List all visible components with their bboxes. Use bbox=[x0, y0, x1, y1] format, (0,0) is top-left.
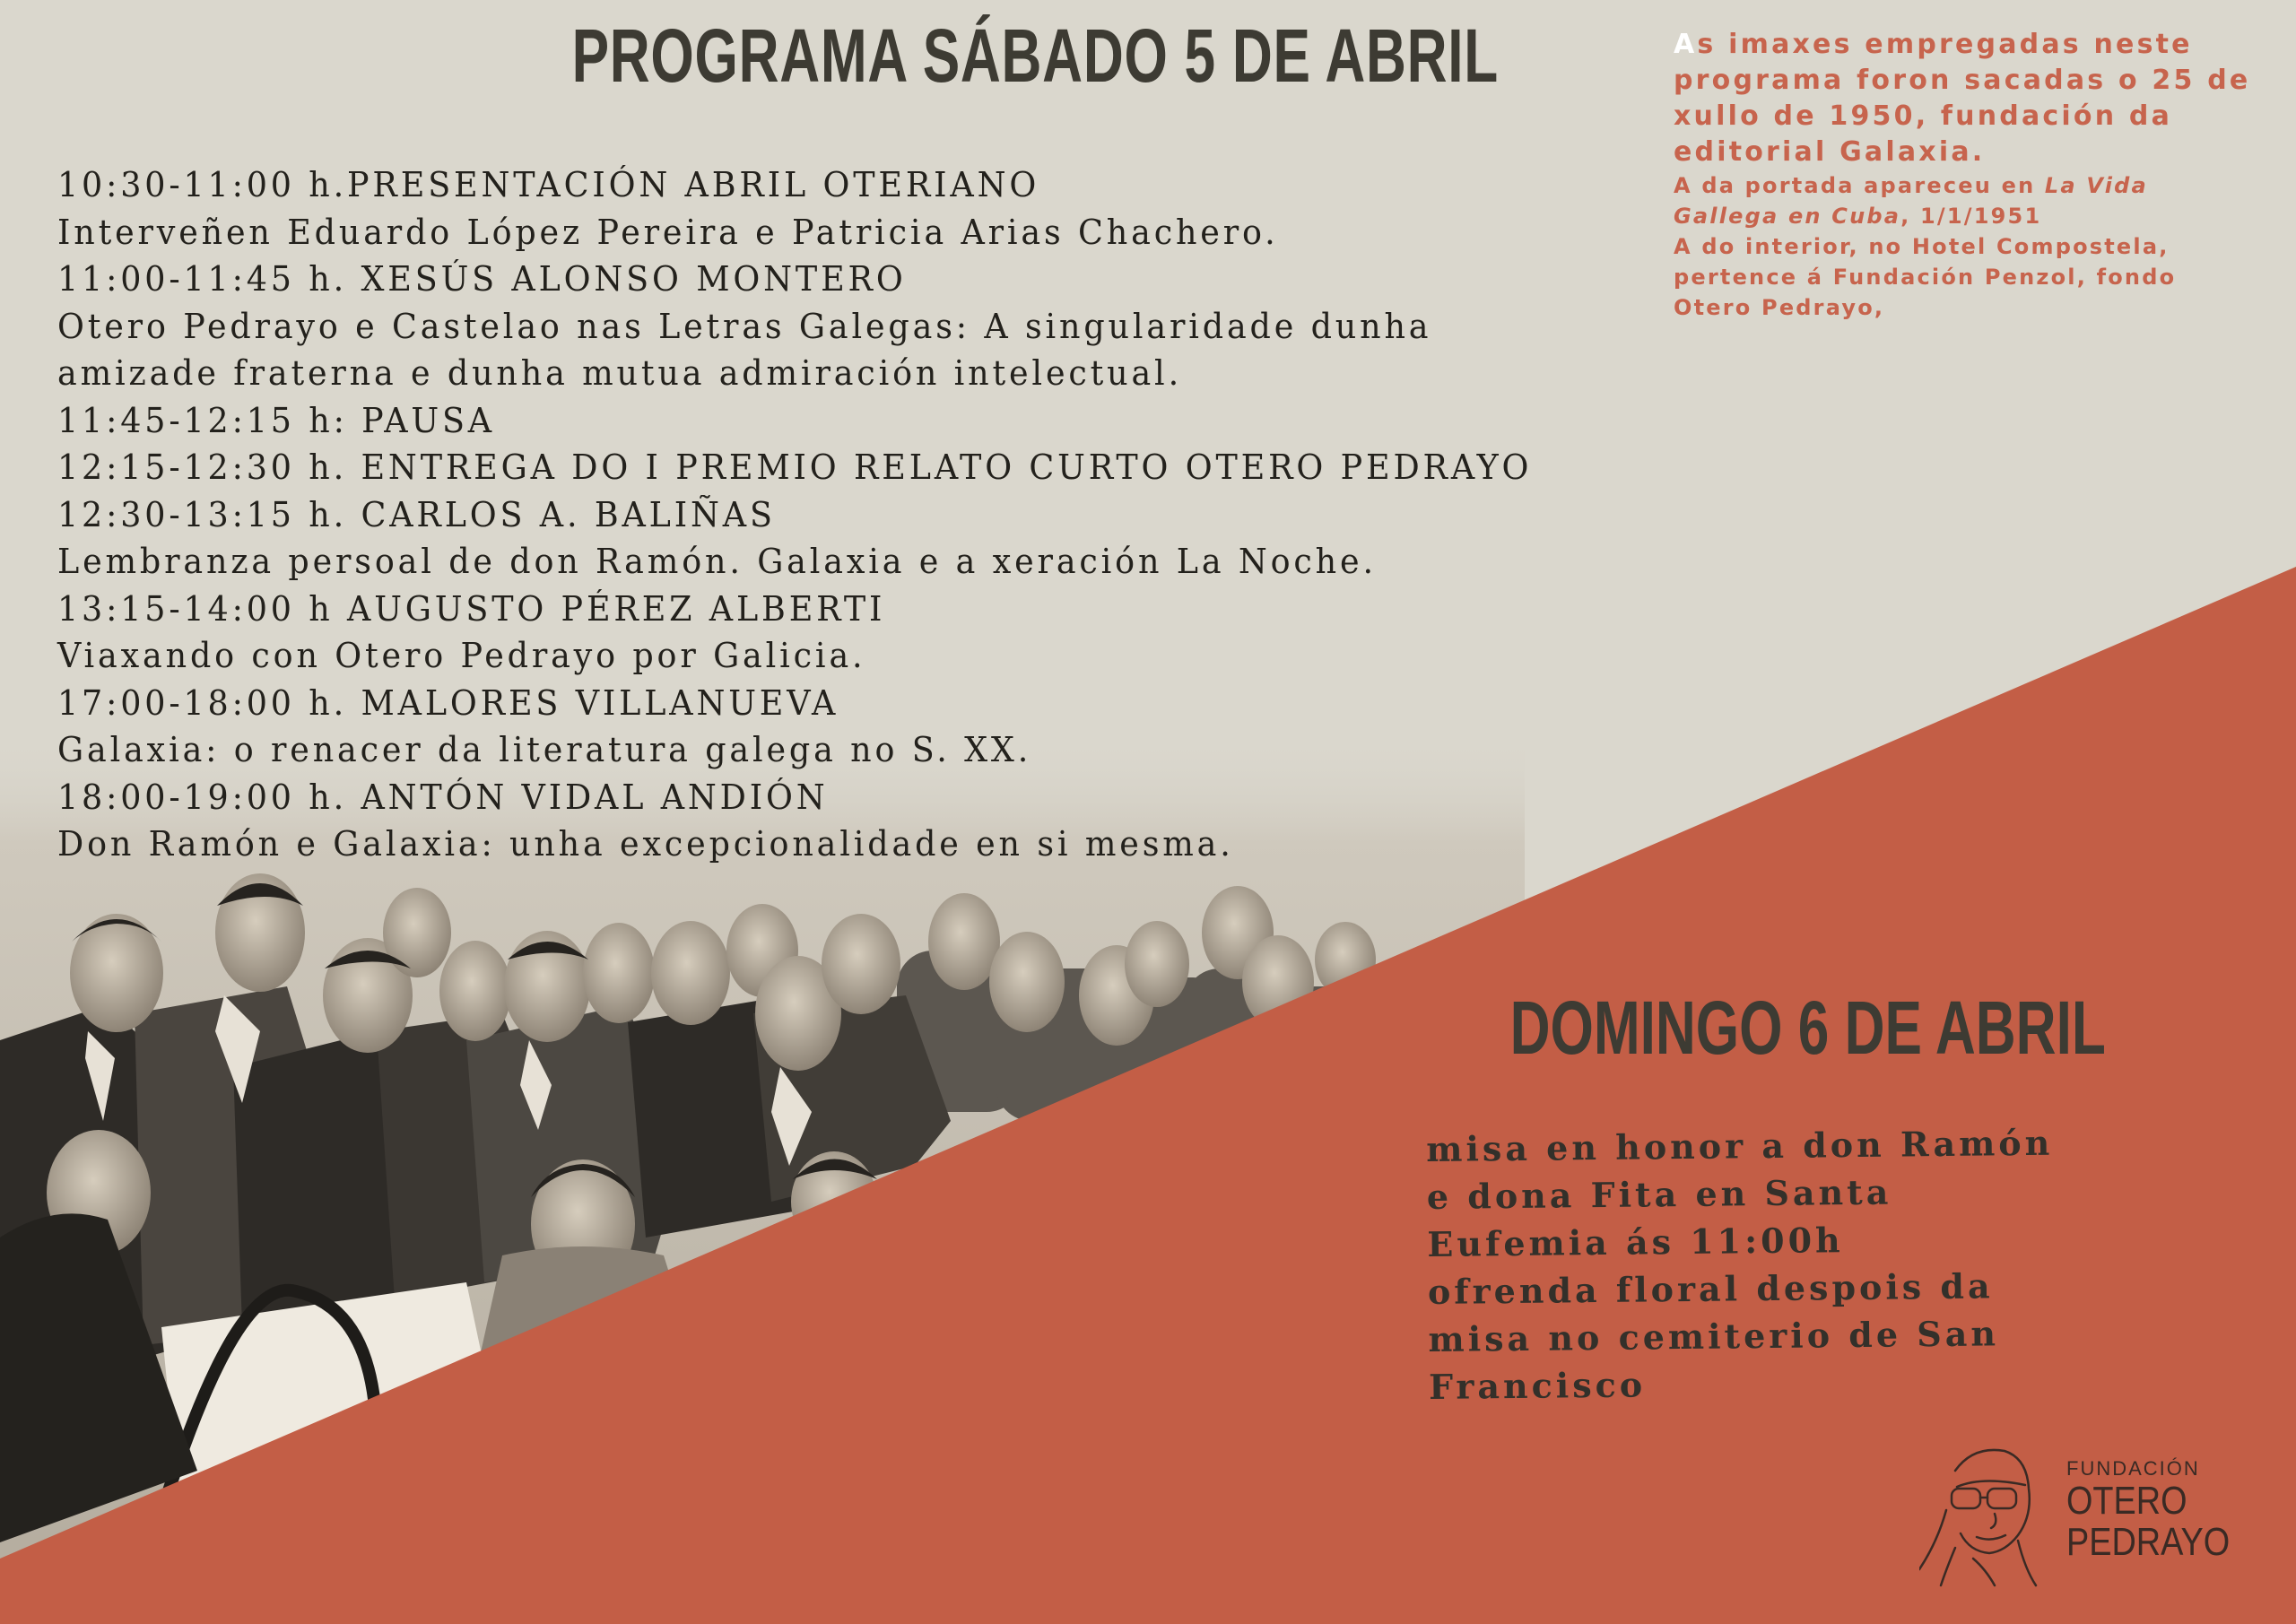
sunday-line: Eufemia ás 11:00h bbox=[1427, 1220, 1844, 1264]
schedule-line: Interveñen Eduardo López Pereira e Patricia Arias Chachero. bbox=[57, 212, 1279, 252]
logo-line-pedrayo: PEDRAYO bbox=[2066, 1520, 2231, 1564]
credits-lead-text: s imaxes empregadas neste bbox=[1697, 29, 2193, 60]
sunday-line: ofrenda floral despois da bbox=[1427, 1265, 1994, 1312]
sunday-line: Francisco bbox=[1428, 1364, 1647, 1407]
credits-interior-line: pertence á Fundación Penzol, fondo bbox=[1674, 265, 2177, 290]
credits-lead-line: xullo de 1950, fundación da bbox=[1674, 100, 2173, 132]
schedule-line: 17:00-18:00 h. MALORES VILLANUEVA bbox=[57, 682, 839, 723]
schedule-line: 18:00-19:00 h. ANTÓN VIDAL ANDIÓN bbox=[57, 777, 829, 817]
logo-line-otero: OTERO bbox=[2066, 1479, 2187, 1523]
credits-cover-line bbox=[1674, 170, 2283, 201]
schedule-line: Viaxando con Otero Pedrayo por Galicia. bbox=[57, 636, 866, 675]
schedule-line: 13:15-14:00 h AUGUSTO PÉREZ ALBERTI bbox=[57, 588, 886, 629]
sunday-title: DOMINGO 6 DE ABRIL bbox=[1509, 986, 2106, 1070]
credits-cover-publication: Gallega en Cuba bbox=[1674, 204, 1901, 229]
foundation-logo bbox=[2066, 1457, 2257, 1563]
schedule-line: 12:30-13:15 h. CARLOS A. BALIÑAS bbox=[57, 494, 776, 534]
sunday-schedule bbox=[1426, 1118, 2146, 1411]
schedule-line: amizade fraterna e dunha mutua admiración intelectual. bbox=[57, 353, 1183, 393]
credits-initial: A bbox=[1674, 29, 1698, 60]
credits-cover-line bbox=[1674, 201, 2283, 231]
sunday-line: misa en honor a don Ramón bbox=[1426, 1122, 2054, 1169]
sunday-line: misa no cemiterio de San bbox=[1428, 1313, 2000, 1359]
credits-cover-prefix: A da portada apareceu en bbox=[1674, 173, 2036, 198]
schedule-line: 11:00-11:45 h. XESÚS ALONSO MONTERO bbox=[57, 259, 907, 299]
credits-interior-line: A do interior, no Hotel Compostela, bbox=[1674, 234, 2170, 259]
schedule-line: 10:30-11:00 h.PRESENTACIÓN ABRIL OTERIANO bbox=[57, 165, 1040, 204]
saturday-schedule bbox=[57, 161, 1672, 868]
schedule-line: Don Ramón e Galaxia: unha excepcionalidade en si mesma. bbox=[57, 824, 1234, 864]
credits-lead-line bbox=[1674, 27, 2283, 63]
logo-line-fundacion: FUNDACIÓN bbox=[2066, 1457, 2200, 1480]
credits-lead-line: editorial Galaxia. bbox=[1674, 136, 1986, 168]
image-credits bbox=[1674, 27, 2283, 323]
schedule-line: Otero Pedrayo e Castelao nas Letras Galegas: A singularidade dunha bbox=[57, 306, 1432, 346]
sunday-line: e dona Fita en Santa bbox=[1426, 1171, 1892, 1217]
schedule-line: 12:15-12:30 h. ENTREGA DO I PREMIO RELATO CURTO OTERO PEDRAYO bbox=[57, 447, 1533, 487]
schedule-line: Lembranza persoal de don Ramón. Galaxia e a xeración La Noche. bbox=[57, 542, 1377, 581]
credits-cover-publication: La Vida bbox=[2044, 173, 2148, 198]
schedule-line: Galaxia: o renacer da literatura galega no S. XX. bbox=[57, 730, 1032, 769]
credits-interior-line: Otero Pedrayo, bbox=[1674, 295, 1885, 320]
credits-lead-line: programa foron sacadas o 25 de bbox=[1674, 65, 2251, 96]
saturday-title: PROGRAMA SÁBADO 5 DE ABRIL bbox=[571, 13, 1500, 98]
credits-cover-date: , 1/1/1951 bbox=[1900, 204, 2042, 229]
schedule-line: 11:45-12:15 h: PAUSA bbox=[57, 400, 495, 440]
